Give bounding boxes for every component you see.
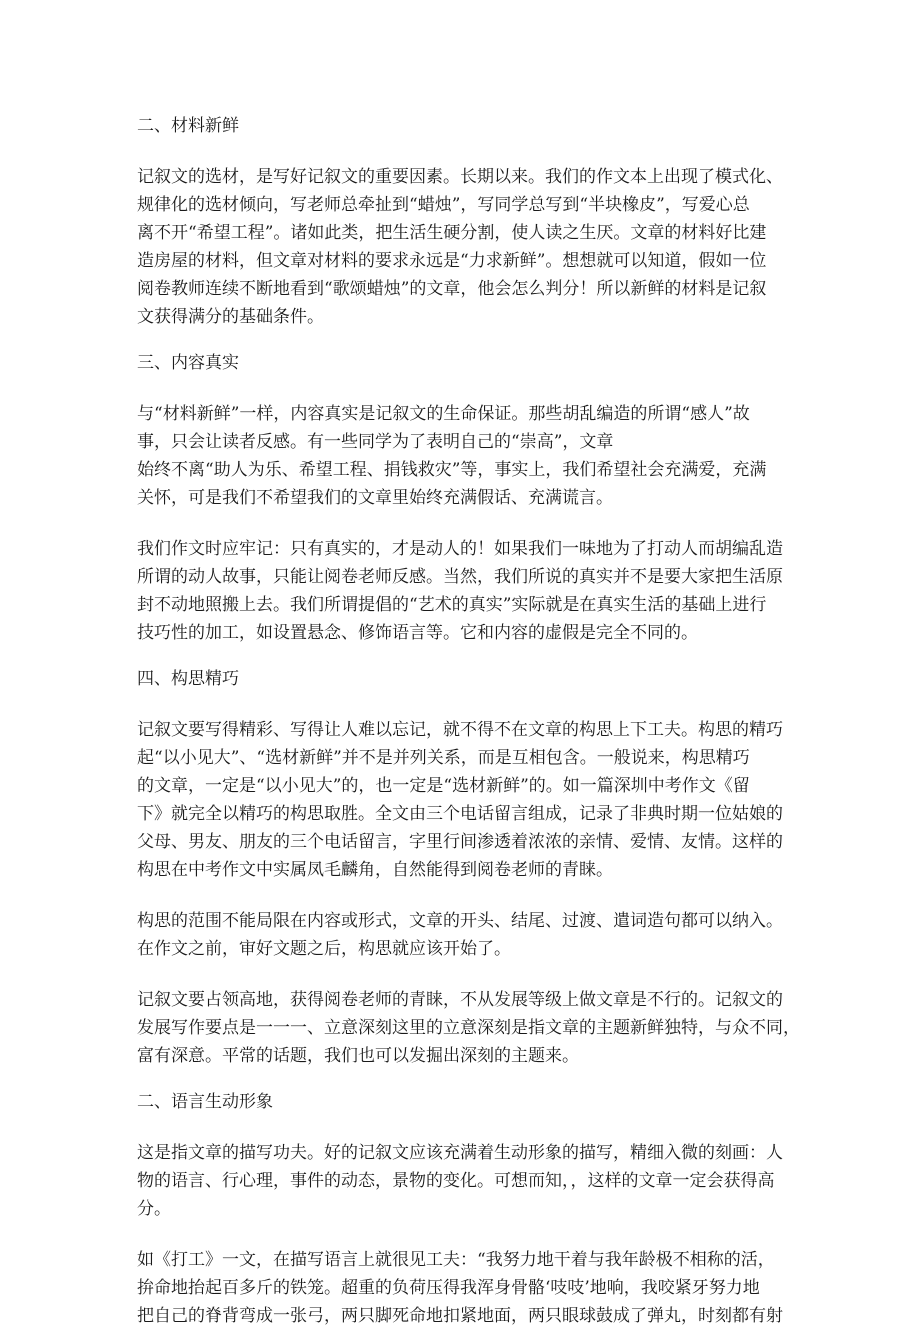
- heading-line: 二、语言生动形象: [137, 1092, 273, 1112]
- text-line: 分。: [137, 1199, 171, 1219]
- text-line: 把自己的脊背弯成一张弓，两只脚死命地扣紧地面，两只眼球鼓成了弹丸，时刻都有射: [137, 1306, 783, 1326]
- text-line: 记叙文要占领高地，获得阅卷老师的青睐，不从发展等级上做文章是不行的。记叙文的: [137, 990, 783, 1010]
- text-line: 离不开“希望工程”。诸如此类，把生活生硬分割，使人读之生厌。文章的材料好比建: [137, 223, 767, 243]
- section-heading-structure: [137, 665, 797, 693]
- paragraph-content-1: [137, 400, 797, 512]
- text-line: 构思在中考作文中实属凤毛麟角，自然能得到阅卷老师的青睐。: [137, 860, 613, 880]
- heading-line: 四、构思精巧: [137, 669, 239, 689]
- text-line: 记叙文的选材，是写好记叙文的重要因素。长期以来。我们的作文本上出现了模式化、: [137, 167, 783, 187]
- paragraph-materials: [137, 163, 797, 331]
- paragraph-content-2: [137, 535, 797, 647]
- paragraph-language-1: [137, 1139, 797, 1223]
- text-line: 在作文之前，审好文题之后，构思就应该开始了。: [137, 939, 511, 959]
- text-line: 所谓的动人故事，只能让阅卷老师反感。当然，我们所说的真实并不是要大家把生活原: [137, 567, 783, 587]
- text-line: 的文章，一定是“以小见大”的，也一定是“选材新鲜”的。如一篇深圳中考作文《留: [137, 776, 750, 796]
- text-line: 文获得满分的基础条件。: [137, 307, 324, 327]
- text-line: 封不动地照搬上去。我们所谓提倡的“艺术的真实”实际就是在真实生活的基础上进行: [137, 595, 767, 615]
- text-line: 技巧性的加工，如设置悬念、修饰语言等。它和内容的虚假是完全不同的。: [137, 623, 698, 643]
- text-line: 阅卷教师连续不断地看到“歌颂蜡烛”的文章，他会怎么判分！所以新鲜的材料是记叙: [137, 279, 767, 299]
- document-body: [137, 112, 800, 1330]
- text-line: 与“材料新鲜”一样，内容真实是记叙文的生命保证。那些胡乱编造的所谓“感人”故: [137, 404, 750, 424]
- text-line: 始终不离“助人为乐、希望工程、捐钱救灾”等，事实上，我们希望社会充满爱，充满: [137, 460, 767, 480]
- text-line: 规律化的选材倾向，写老师总牵扯到“蜡烛”，写同学总写到“半块橡皮”，写爱心总: [137, 195, 750, 215]
- paragraph-structure-1: [137, 716, 797, 884]
- section-heading-materials: [137, 112, 797, 140]
- text-line: 我们作文时应牢记：只有真实的，才是动人的！如果我们一味地为了打动人而胡编乱造: [137, 539, 783, 559]
- text-line: 物的语言、行心理，事件的动态，景物的变化。可想而知，，这样的文章一定会获得高: [137, 1171, 775, 1191]
- paragraph-structure-3: [137, 986, 800, 1070]
- text-line: 这是指文章的描写功夫。好的记叙文应该充满着生动形象的描写，精细入微的刻画：人: [137, 1143, 783, 1163]
- text-line: 造房屋的材料，但文章对材料的要求永远是“力求新鲜”。想想就可以知道，假如一位: [137, 251, 767, 271]
- section-heading-content: [137, 349, 797, 377]
- text-line: 富有深意。平常的话题，我们也可以发掘出深刻的主题来。: [137, 1046, 579, 1066]
- text-line: 关怀，可是我们不希望我们的文章里始终充满假话、充满谎言。: [137, 488, 613, 508]
- text-line: 记叙文要写得精彩、写得让人难以忘记，就不得不在文章的构思上下工夫。构思的精巧: [137, 720, 783, 740]
- text-line: 下》就完全以精巧的构思取胜。全文由三个电话留言组成，记录了非典时期一位姑娘的: [137, 804, 783, 824]
- text-line: 起“以小见大”、“选材新鲜”并不是并列关系，而是互相包含。一般说来，构思精巧: [137, 748, 750, 768]
- heading-line: 三、内容真实: [137, 353, 239, 373]
- text-line: 父母、男友、朋友的三个电话留言，字里行间渗透着浓浓的亲情、爱情、友情。这样的: [137, 832, 783, 852]
- text-line: 事，只会让读者反感。有一些同学为了表明自己的“崇高”，文章: [137, 432, 614, 452]
- paragraph-structure-2: [137, 907, 797, 963]
- paragraph-language-2: [137, 1246, 797, 1330]
- section-heading-language: [137, 1088, 797, 1116]
- text-line: 拚命地抬起百多斤的铁笼。超重的负荷压得我浑身骨骼‘吱吱’地响，我咬紧牙努力地: [137, 1278, 760, 1298]
- text-line: 发展写作要点是一一一、立意深刻这里的立意深刻是指文章的主题新鲜独特，与众不同，: [137, 1018, 800, 1038]
- text-line: 如《打工》一文，在描写语言上就很见工夫：“我努力地干着与我年龄极不相称的活，: [137, 1250, 775, 1270]
- heading-line: 二、材料新鲜: [137, 116, 239, 136]
- text-line: 构思的范围不能局限在内容或形式，文章的开头、结尾、过渡、遣词造句都可以纳入。: [137, 911, 783, 931]
